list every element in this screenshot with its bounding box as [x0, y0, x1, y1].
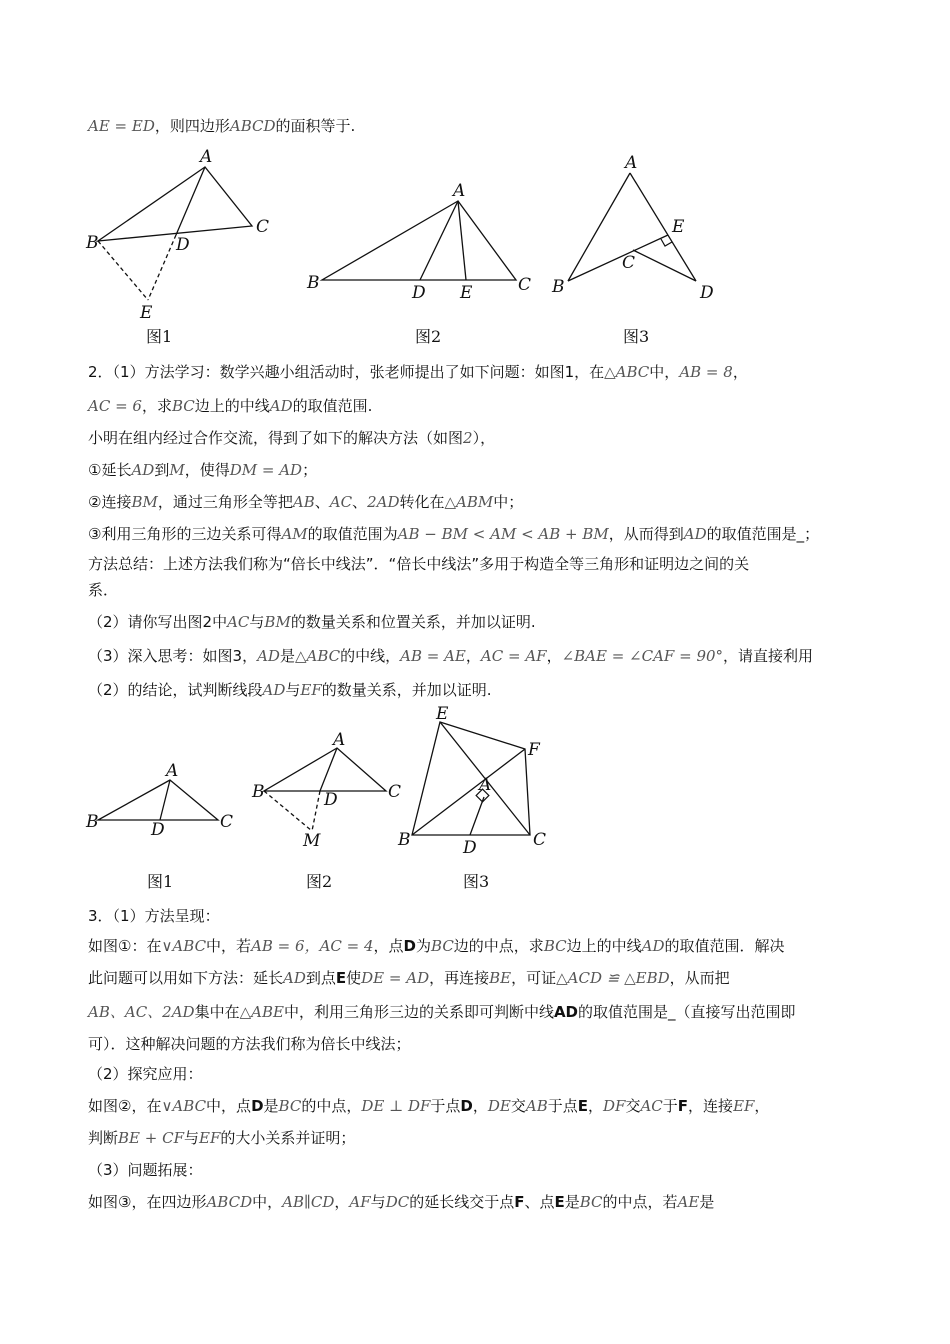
- text: 的数量关系，并加以证明.: [321, 681, 492, 699]
- label-B: B: [86, 812, 99, 832]
- math: BC: [171, 397, 195, 415]
- text: 是: [263, 1097, 279, 1115]
- q2-line-8: 系．: [88, 581, 119, 599]
- text: 的中点，若: [602, 1193, 678, 1211]
- math: AC: [227, 613, 250, 631]
- math: AF: [349, 1193, 371, 1211]
- label-A: A: [166, 761, 179, 781]
- q2-line-2: [88, 396, 372, 416]
- caption-fig1: 图1: [147, 872, 174, 891]
- label-D: D: [324, 790, 338, 810]
- math: AB∥CD: [282, 1193, 335, 1211]
- math: EF: [300, 681, 322, 699]
- text: 的取值范围是_；: [706, 525, 820, 543]
- math: F: [677, 1097, 689, 1115]
- math: AB − BM < AM < AB + BM: [397, 525, 609, 543]
- math: EF: [199, 1129, 221, 1147]
- math: BE + CF: [118, 1129, 184, 1147]
- math: AD: [283, 969, 306, 987]
- math: △ABM: [444, 493, 494, 511]
- q3-line-6: （2）探究应用：: [88, 1065, 203, 1083]
- text: 中，利用三角形三边的关系即可判断中线: [283, 1003, 554, 1021]
- text: 交: [625, 1097, 641, 1115]
- math: AD: [131, 461, 155, 479]
- text: 的取值范围是_（直接写出范围即: [578, 1003, 796, 1021]
- label-E: E: [672, 217, 685, 237]
- text: 中，若: [206, 937, 252, 955]
- math: BC: [431, 937, 454, 955]
- q2-line-9: [88, 612, 536, 632]
- math: DC: [385, 1193, 410, 1211]
- text: 中，点: [206, 1097, 252, 1115]
- text: 与: [370, 1193, 386, 1211]
- label-A: A: [453, 181, 466, 201]
- label-B: B: [552, 277, 565, 297]
- label-D: D: [412, 283, 426, 303]
- label-C: C: [220, 812, 234, 832]
- figure-row-2: [0, 705, 950, 895]
- text: ③利用三角形的三边关系可得: [88, 525, 282, 543]
- math: BM: [131, 493, 158, 511]
- math: AB、AC、2AD: [88, 1003, 195, 1021]
- math: △ABC: [294, 647, 341, 665]
- text: 、点: [524, 1193, 555, 1211]
- label-M: M: [303, 831, 321, 851]
- q3-line-3: [88, 968, 730, 988]
- q1-tail-line: [88, 116, 355, 136]
- text: 此问题可以用如下方法：延长: [88, 969, 284, 987]
- math: AC: [329, 493, 353, 511]
- math: BC: [278, 1097, 302, 1115]
- label-B: B: [398, 830, 411, 850]
- math: DE = AD: [361, 969, 430, 987]
- text: 如图③，在四边形: [88, 1193, 207, 1211]
- math: BM: [264, 613, 291, 631]
- text: ；: [302, 461, 318, 479]
- text: ，请直接利用: [723, 647, 814, 665]
- text: 的中点，: [301, 1097, 362, 1115]
- text: ，使得: [184, 461, 230, 479]
- caption-fig1: 图1: [146, 327, 173, 346]
- math: EF: [733, 1097, 755, 1115]
- text: 的取值范围．解决: [664, 937, 785, 955]
- text: ，则四边形: [154, 117, 230, 135]
- math: D: [251, 1097, 264, 1115]
- math: DM = AD: [229, 461, 303, 479]
- q3-line-1: 3．（1）方法呈现：: [88, 907, 220, 925]
- label-B: B: [252, 782, 265, 802]
- text: 如图①：在: [88, 937, 162, 955]
- text: 集中在: [194, 1003, 240, 1021]
- text: 判断: [88, 1129, 119, 1147]
- text: ，连接: [688, 1097, 734, 1115]
- text: （2）的结论，试判断线段: [88, 681, 263, 699]
- math: 2AD: [367, 493, 400, 511]
- label-E: E: [140, 303, 153, 323]
- q2-line-10: [88, 646, 813, 666]
- q3-line-10: [88, 1192, 714, 1212]
- text: 是: [279, 647, 295, 665]
- q3-line-8: [88, 1128, 355, 1148]
- text: 小明在组内经过合作交流，得到了如下的解决方法（如图: [88, 429, 464, 447]
- text: 到点: [305, 969, 336, 987]
- q3-line-2: [88, 936, 784, 956]
- q2-line-5: [88, 492, 523, 512]
- text: 使: [346, 969, 362, 987]
- label-E: E: [460, 283, 473, 303]
- math: F: [514, 1193, 525, 1211]
- text: 如图②，在: [88, 1097, 162, 1115]
- q3-line-7: [88, 1096, 769, 1116]
- text: （2）请你写出图2中: [88, 613, 228, 631]
- text: 边上的中线: [566, 937, 642, 955]
- text: 的延长线交于点: [409, 1193, 515, 1211]
- text: 与: [249, 613, 265, 631]
- label-D: D: [463, 838, 477, 858]
- text: ，可证: [511, 969, 557, 987]
- text: 的数量关系和位置关系，并加以证明.: [290, 613, 536, 631]
- text: 中，: [649, 363, 680, 381]
- text: ，: [732, 363, 748, 381]
- text: 的面积等于.: [275, 117, 356, 135]
- text: ，从而得到: [608, 525, 684, 543]
- math: AC = 6: [88, 397, 142, 415]
- math: BE: [489, 969, 512, 987]
- math: AM: [281, 525, 308, 543]
- q2-line-11: [88, 680, 492, 700]
- text: 于点: [430, 1097, 461, 1115]
- q2-line-3: [88, 428, 495, 448]
- math: ∨ABC: [161, 1097, 207, 1115]
- math: DE ⊥ DF: [361, 1097, 431, 1115]
- q2-figure-3: [397, 704, 546, 891]
- text: 于点: [547, 1097, 578, 1115]
- text: 的取值范围.: [292, 397, 373, 415]
- text: 边的中点，求: [453, 937, 544, 955]
- text: ，再连接: [429, 969, 490, 987]
- math: DE: [487, 1097, 511, 1115]
- figure-row-1: [0, 140, 950, 360]
- label-A: A: [200, 147, 213, 167]
- text: 到: [154, 461, 170, 479]
- text: ，点: [373, 937, 404, 955]
- text: 与: [183, 1129, 199, 1147]
- text: 的大小关系并证明；: [220, 1129, 356, 1147]
- text: 边上的中线: [194, 397, 270, 415]
- text: ，从而把: [669, 969, 730, 987]
- text: ①延长: [88, 461, 132, 479]
- text: 中；: [493, 493, 524, 511]
- math: AD: [269, 397, 293, 415]
- text: 的中线，: [340, 647, 401, 665]
- math: AB: [292, 493, 315, 511]
- label-C: C: [388, 782, 402, 802]
- text: ），: [472, 429, 496, 447]
- caption-fig2: 图2: [306, 872, 333, 891]
- label-B: B: [86, 233, 99, 253]
- math: AB: [525, 1097, 548, 1115]
- label-D: D: [176, 235, 190, 255]
- text: ，: [465, 647, 481, 665]
- label-C: C: [622, 253, 636, 273]
- math: D: [460, 1097, 473, 1115]
- math: △ABE: [239, 1003, 284, 1021]
- caption-fig3: 图3: [463, 872, 490, 891]
- math: AB = 6，AC = 4: [251, 937, 374, 955]
- math: AD: [683, 525, 707, 543]
- text: 于: [662, 1097, 678, 1115]
- text: 、: [352, 493, 368, 511]
- text: 交: [510, 1097, 526, 1115]
- math: 2: [463, 429, 473, 447]
- label-F: F: [528, 740, 540, 760]
- caption-fig3: 图3: [623, 327, 650, 346]
- math: ABCD: [229, 117, 276, 135]
- q2-figure-1: [85, 761, 233, 891]
- text: ，: [754, 1097, 770, 1115]
- q3-line-4: [88, 1002, 796, 1022]
- math: ABCD: [206, 1193, 253, 1211]
- text: 2．（1）方法学习：数学兴趣小组活动时，张老师提出了如下问题：如图1，在: [88, 363, 605, 381]
- text: 为: [416, 937, 432, 955]
- math: E: [335, 969, 347, 987]
- label-A: A: [479, 775, 492, 795]
- math: △ABC: [604, 363, 650, 381]
- text: ②连接: [88, 493, 132, 511]
- math: BC: [543, 937, 567, 955]
- q1-figure-3: [551, 153, 714, 346]
- label-A: A: [333, 730, 346, 750]
- q1-figure-2: [306, 181, 531, 346]
- text: 、: [314, 493, 330, 511]
- math: AB = AE: [400, 647, 466, 665]
- text: 是: [699, 1193, 715, 1211]
- text: 与: [285, 681, 301, 699]
- math: AC: [640, 1097, 663, 1115]
- label-A: A: [625, 153, 638, 173]
- text: ，: [472, 1097, 488, 1115]
- q3-line-5: 可）．这种解决问题的方法我们称为倍长中线法；: [88, 1035, 411, 1053]
- label-E: E: [436, 704, 449, 724]
- label-C: C: [518, 275, 532, 295]
- math: AB = 8: [679, 363, 733, 381]
- math: AD: [257, 647, 280, 665]
- q2-line-6: [88, 524, 819, 544]
- q2-line-4: [88, 460, 317, 480]
- q3-line-9: （3）问题拓展：: [88, 1161, 203, 1179]
- math: D: [403, 937, 416, 955]
- text: 是: [564, 1193, 580, 1211]
- math: AE: [677, 1193, 700, 1211]
- label-D: D: [151, 820, 165, 840]
- math: ∨ABC: [161, 937, 207, 955]
- math: AD: [641, 937, 665, 955]
- text: 中，: [252, 1193, 283, 1211]
- math: △ACD ≌ △EBD: [556, 969, 670, 987]
- math: AD: [262, 681, 286, 699]
- math: ∠BAE = ∠CAF = 90°: [561, 647, 724, 665]
- text: ，: [546, 647, 562, 665]
- q2-line-1: [88, 362, 748, 382]
- label-B: B: [307, 273, 320, 293]
- math: M: [169, 461, 185, 479]
- text: 的取值范围为: [307, 525, 398, 543]
- text: 转化在: [399, 493, 445, 511]
- math: E: [577, 1097, 588, 1115]
- q2-figure-2: [251, 730, 401, 891]
- text: ，通过三角形全等把: [157, 493, 293, 511]
- q2-line-7: 方法总结：上述方法我们称为“倍长中线法”．“倍长中线法”多用于构造全等三角形和证明边之间的关: [88, 555, 750, 573]
- q1-figure-1: [85, 147, 269, 346]
- math: AC = AF: [480, 647, 547, 665]
- caption-fig2: 图2: [415, 327, 442, 346]
- text: ，: [334, 1193, 350, 1211]
- text: （3）深入思考：如图3，: [88, 647, 258, 665]
- math: E: [554, 1193, 565, 1211]
- label-C: C: [533, 830, 547, 850]
- label-D: D: [700, 283, 714, 303]
- text: ，求: [141, 397, 172, 415]
- math: AE = ED: [88, 117, 155, 135]
- label-C: C: [256, 217, 270, 237]
- math: BC: [579, 1193, 603, 1211]
- math: DF: [603, 1097, 626, 1115]
- text: ，: [588, 1097, 604, 1115]
- math: AD: [553, 1003, 579, 1021]
